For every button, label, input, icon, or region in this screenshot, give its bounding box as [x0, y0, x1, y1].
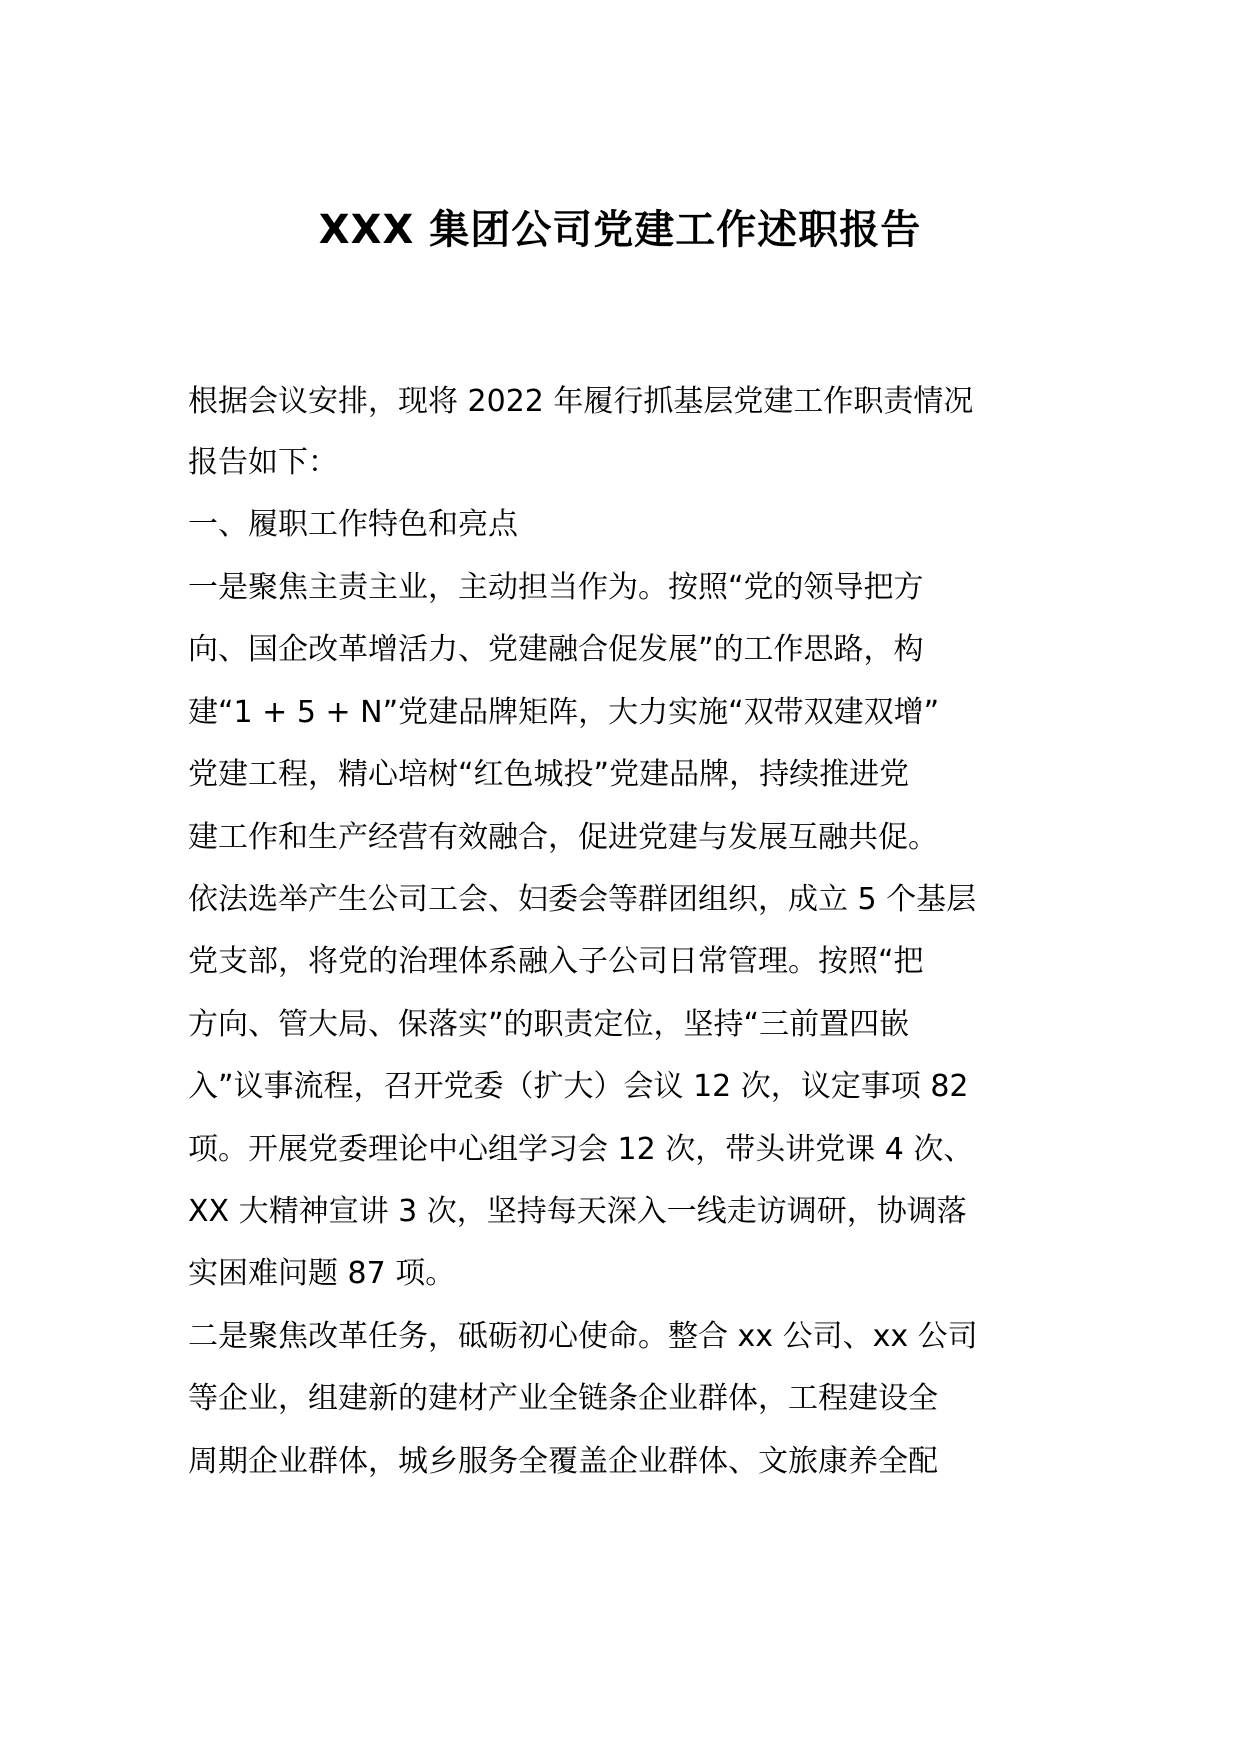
body-line: 根据会议安排，现将 2022 年履行抓基层党建工作职责情况	[188, 384, 974, 419]
body-line: XX 大精神宣讲 3 次，坚持每天深入一线走访调研，协调落	[188, 1194, 967, 1229]
body-line: 向、国企改革增活力、党建融合促发展”的工作思路，构	[188, 632, 924, 667]
section-heading: 一、履职工作特色和亮点	[188, 507, 518, 542]
body-line: 党建工程，精心培树“红色城投”党建品牌，持续推进党	[188, 757, 910, 792]
body-line: 报告如下：	[188, 445, 338, 480]
body-line: 入”议事流程，召开党委（扩大）会议 12 次，议定事项 82	[188, 1069, 969, 1104]
body-line: 一是聚焦主责主业，主动担当作为。按照“党的领导把方	[188, 570, 924, 605]
body-line: 周期企业群体，城乡服务全覆盖企业群体、文旅康养全配	[188, 1444, 938, 1479]
body-line: 依法选举产生公司工会、妇委会等群团组织，成立 5 个基层	[188, 882, 977, 917]
body-line: 实困难问题 87 项。	[188, 1256, 456, 1291]
body-line: 项。开展党委理论中心组学习会 12 次，带头讲党课 4 次、	[188, 1132, 974, 1167]
body-line: 建工作和生产经营有效融合，促进党建与发展互融共促。	[188, 820, 938, 855]
document-title: XXX 集团公司党建工作述职报告	[318, 207, 922, 253]
body-line: 党支部，将党的治理体系融入子公司日常管理。按照“把	[188, 944, 924, 979]
body-line: 二是聚焦改革任务，砥砺初心使命。整合 xx 公司、xx 公司	[188, 1319, 978, 1354]
body-line: 建“1 + 5 + N”党建品牌矩阵，大力实施“双带双建双增”	[188, 695, 940, 730]
body-line: 方向、管大局、保落实”的职责定位，坚持“三前置四嵌	[188, 1007, 910, 1042]
body-line: 等企业，组建新的建材产业全链条企业群体，工程建设全	[188, 1381, 938, 1416]
